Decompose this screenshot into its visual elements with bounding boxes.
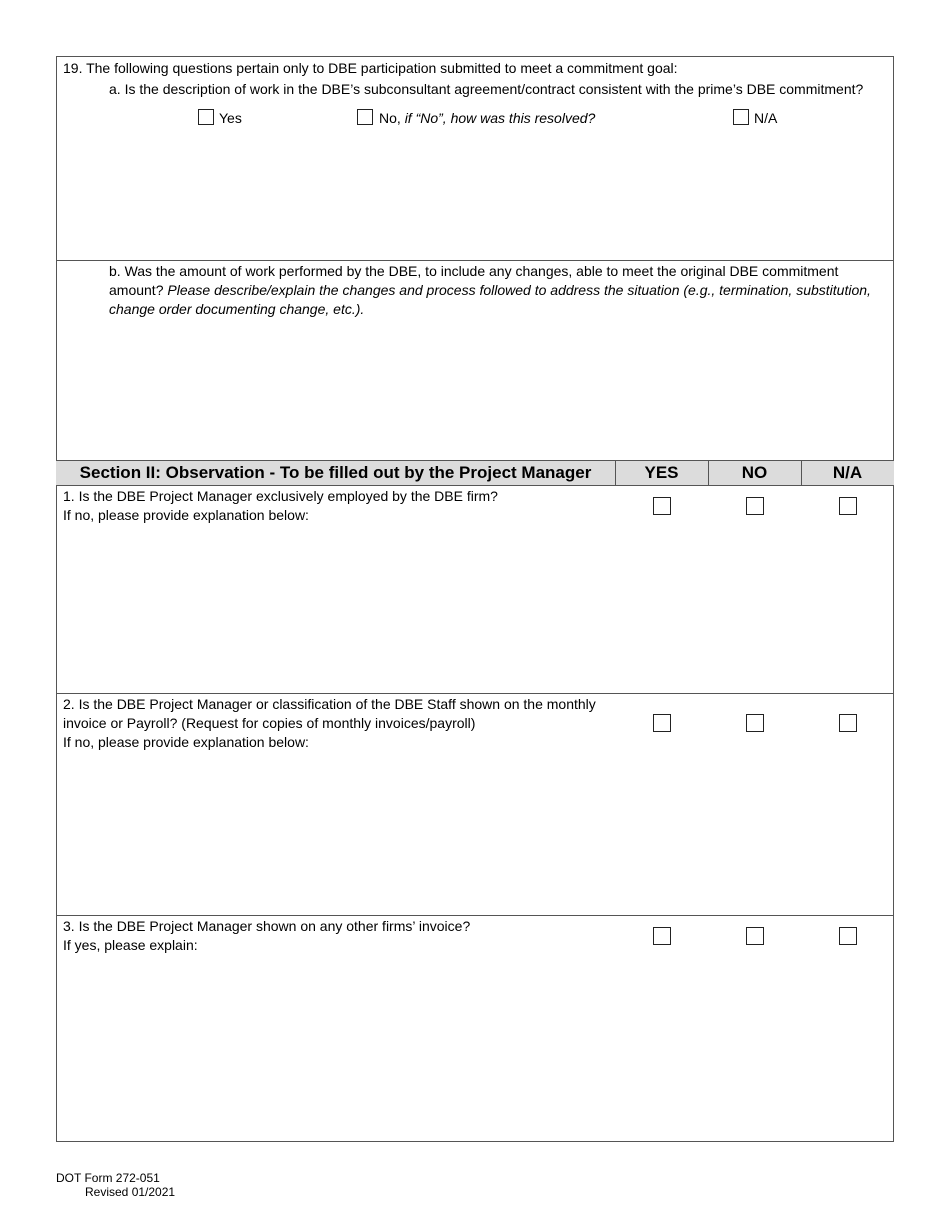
q19b-response-area[interactable] [62,322,888,456]
q19a-na-label: N/A [754,110,778,126]
q19b-instruction: Please describe/explain the changes and process followed to address the situation (e.g., termination, substitution, change order documenting change, etc.). [109,282,871,317]
col-yes-header: YES [644,463,679,482]
q19a-response-area[interactable] [62,132,888,256]
q2-na-checkbox[interactable] [839,714,857,732]
col-na-header: N/A [832,463,863,482]
q1-yes-checkbox[interactable] [653,497,671,515]
q3-response-area[interactable] [62,958,888,1136]
q19b-question-text: b. Was the amount of work performed by the DBE, to include any changes, able to meet the original DBE commitment amount? [109,263,839,298]
q19a-no-checkbox[interactable] [357,109,373,125]
q1-na-checkbox[interactable] [839,497,857,515]
divider [56,915,894,916]
col-no-header: NO [741,463,768,482]
q19a-yes-checkbox[interactable] [198,109,214,125]
q19a-no-option [379,109,595,128]
divider [56,260,894,261]
q2-no-checkbox[interactable] [746,714,764,732]
q3-na-checkbox[interactable] [839,927,857,945]
q2-question: 2. Is the DBE Project Manager or classification of the DBE Staff shown on the monthly [63,696,596,712]
q1-question: 1. Is the DBE Project Manager exclusively employed by the DBE firm? [63,488,498,504]
q1-no-checkbox[interactable] [746,497,764,515]
q3-yes-checkbox[interactable] [653,927,671,945]
q19b-question [109,262,879,319]
q3-no-checkbox[interactable] [746,927,764,945]
q19a-question: a. Is the description of work in the DBE’s subconsultant agreement/contract consistent with the prime’s DBE commitment? [109,81,864,97]
q1-instruction: If no, please provide explanation below: [63,507,309,523]
revised-date: Revised 01/2021 [85,1185,176,1199]
q19-intro: 19. The following questions pertain only to DBE participation submitted to meet a commitment goal: [63,60,678,76]
form-number: DOT Form 272-051 [56,1171,160,1185]
q19a-na-checkbox[interactable] [733,109,749,125]
q2-question-cont: invoice or Payroll? (Request for copies of monthly invoices/payroll) [63,715,476,731]
q19a-no-label: No, [379,110,401,126]
q2-response-area[interactable] [62,755,888,910]
q1-response-area[interactable] [62,528,888,688]
divider [56,693,894,694]
q19a-no-followup: if “No”, how was this resolved? [404,110,596,126]
q3-question: 3. Is the DBE Project Manager shown on any other firms’ invoice? [63,918,471,934]
q3-instruction: If yes, please explain: [63,937,198,953]
section2-title: Section II: Observation - To be filled out by the Project Manager [79,463,592,482]
q19a-yes-label: Yes [219,110,242,126]
divider [56,485,894,486]
q2-instruction: If no, please provide explanation below: [63,734,309,750]
q2-yes-checkbox[interactable] [653,714,671,732]
